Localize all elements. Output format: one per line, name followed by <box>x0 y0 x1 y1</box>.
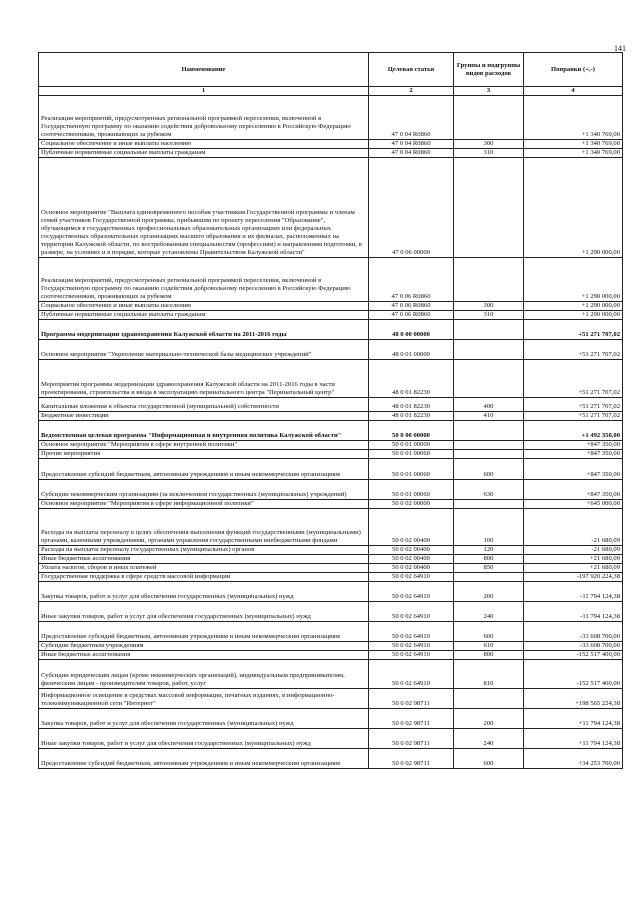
row-article: 47 0 04 R0860 <box>369 96 454 140</box>
row-group <box>454 689 524 709</box>
row-article: 50 0 00 00000 <box>369 421 454 441</box>
row-group: 310 <box>454 311 524 320</box>
row-name: Ведомственная целевая программа "Информационная и внутренняя политика Калужской области" <box>39 421 369 441</box>
row-name: Основное мероприятие "Мероприятия в сфере информационной политики" <box>39 500 369 509</box>
row-amount: +847 350,00 <box>524 480 623 500</box>
table-row <box>39 140 623 149</box>
table-row <box>39 622 623 642</box>
table-row <box>39 582 623 602</box>
header-group: Группы и подгруппы видов расходов <box>454 53 524 87</box>
row-group: 800 <box>454 555 524 564</box>
row-amount: +34 253 700,00 <box>524 749 623 769</box>
row-name: Уплата налогов, сборов и иных платежей <box>39 564 369 573</box>
row-article: 50 0 02 00000 <box>369 500 454 509</box>
table-row <box>39 500 623 509</box>
row-group <box>454 450 524 459</box>
row-name: Расходы на выплаты персоналу государственных (муниципальных) органов <box>39 546 369 555</box>
row-group <box>454 421 524 441</box>
row-name: Публичные нормативные социальные выплаты гражданам <box>39 149 369 158</box>
row-article: 50 0 02 64910 <box>369 573 454 582</box>
row-amount: +198 565 224,38 <box>524 689 623 709</box>
row-name: Предоставление субсидий бюджетным, автономным учреждениям и иным некоммерческим организациям <box>39 459 369 480</box>
column-number: 4 <box>524 87 623 96</box>
row-article: 50 0 02 64910 <box>369 622 454 642</box>
row-article: 50 0 02 00400 <box>369 509 454 546</box>
row-group <box>454 573 524 582</box>
page-number: 141 <box>614 44 626 53</box>
row-name: Иные закупки товаров, работ и услуг для обеспечения государственных (муниципальных) нужд <box>39 729 369 749</box>
table-row <box>39 421 623 441</box>
row-name: Мероприятия программы модернизации здравоохранения Калужской области на 2011-2016 годы в части проектирования, строительства и ввода в эксплуатацию перинатального центра "Перинатальный центр" <box>39 360 369 398</box>
row-group <box>454 360 524 398</box>
row-amount: +51 271 707,02 <box>524 320 623 340</box>
row-name: Иные бюджетные ассигнования <box>39 651 369 660</box>
table-row <box>39 651 623 660</box>
header-article: Целевая статья <box>369 53 454 87</box>
row-name: Программа модернизации здравоохранения Калужской области на 2011-2016 годы <box>39 320 369 340</box>
row-group <box>454 158 524 258</box>
row-article: 50 0 02 64910 <box>369 651 454 660</box>
row-group <box>454 441 524 450</box>
row-name: Социальное обеспечение и иные выплаты населению <box>39 302 369 311</box>
row-amount: +847 350,00 <box>524 441 623 450</box>
row-group: 630 <box>454 480 524 500</box>
table-row <box>39 555 623 564</box>
row-article: 50 0 02 98711 <box>369 749 454 769</box>
row-group: 100 <box>454 509 524 546</box>
row-article: 48 0 01 00000 <box>369 340 454 360</box>
row-article: 50 0 02 98711 <box>369 729 454 749</box>
row-amount: -33 608 700,00 <box>524 642 623 651</box>
table-row <box>39 480 623 500</box>
row-name: Закупка товаров, работ и услуг для обеспечения государственных (муниципальных) нужд <box>39 582 369 602</box>
row-article: 50 0 02 64910 <box>369 602 454 622</box>
table-row <box>39 258 623 302</box>
row-name: Иные бюджетные ассигнования <box>39 555 369 564</box>
row-amount: +1 290 000,00 <box>524 258 623 302</box>
row-amount: +1 290 000,00 <box>524 158 623 258</box>
column-number: 1 <box>39 87 369 96</box>
row-amount: +1 290 000,00 <box>524 302 623 311</box>
row-name: Предоставление субсидий бюджетным, автономным учреждениям и иным некоммерческим организациям <box>39 622 369 642</box>
row-group <box>454 340 524 360</box>
row-article: 50 0 01 00060 <box>369 459 454 480</box>
row-name: Капитальные вложения в объекты государственной (муниципальной) собственности <box>39 398 369 412</box>
row-name: Реализация мероприятий, предусмотренных региональной программой переселения, включенной в Государственную программу по оказанию содействия добровольному переселению в Российскую Федерацию соотечественников, проживающих за рубежом <box>39 258 369 302</box>
row-article: 48 0 01 82230 <box>369 398 454 412</box>
table-row <box>39 689 623 709</box>
row-group: 610 <box>454 642 524 651</box>
table-row <box>39 509 623 546</box>
row-amount: -152 517 400,00 <box>524 660 623 689</box>
row-name: Прочие мероприятия <box>39 450 369 459</box>
row-group <box>454 500 524 509</box>
table-row <box>39 749 623 769</box>
row-group: 310 <box>454 149 524 158</box>
table-row <box>39 398 623 412</box>
row-group: 240 <box>454 729 524 749</box>
row-amount: -11 794 124,38 <box>524 602 623 622</box>
budget-amendments-table <box>38 52 623 769</box>
row-article: 47 0 06 R0860 <box>369 311 454 320</box>
row-amount: +21 680,09 <box>524 555 623 564</box>
row-name: Основное мероприятие "Выплата единовременного пособия участникам Государственной программы и членам семей участников Государственной программы, прибывшим по проекту переселения "Образование", обучающимся в государственных профессиональных образовательных организациях или федеральных государственных образовательных организациях высшего образования и их филиалах, расположенных на территории Калужской области, по востребованным специальностям (профессиям) и направлениям подготовки, в размере, на условиях и в порядке, которые установлены Правительством Калужской области" <box>39 158 369 258</box>
row-article: 50 0 01 00060 <box>369 480 454 500</box>
table-row <box>39 158 623 258</box>
row-article: 50 0 02 98711 <box>369 689 454 709</box>
table-row <box>39 729 623 749</box>
table-row <box>39 450 623 459</box>
row-article: 47 0 06 00000 <box>369 158 454 258</box>
row-article: 48 0 01 82230 <box>369 412 454 421</box>
row-name: Закупка товаров, работ и услуг для обеспечения государственных (муниципальных) нужд <box>39 709 369 729</box>
row-name: Основное мероприятие "Мероприятия в сфере внутренней политики" <box>39 441 369 450</box>
row-group: 300 <box>454 302 524 311</box>
row-amount: +51 271 707,02 <box>524 340 623 360</box>
table-row <box>39 149 623 158</box>
row-article: 50 0 01 00000 <box>369 441 454 450</box>
row-name: Информационное освещение в средствах массовой информации, печатных изданиях, в информационно-телекоммуникационной сети "Интернет" <box>39 689 369 709</box>
row-article: 47 0 06 R0860 <box>369 302 454 311</box>
row-article: 47 0 04 R0860 <box>369 140 454 149</box>
row-group <box>454 320 524 340</box>
table-row <box>39 360 623 398</box>
row-name: Расходы на выплаты персоналу в целях обеспечения выполнения функций государственными (муниципальными) органами, казенными учреждениями, органами управления государственными внебюджетными фондами <box>39 509 369 546</box>
row-name: Реализация мероприятий, предусмотренных региональной программой переселения, включенной в Государственную программу по оказанию содействия добровольному переселению в Российскую Федерацию соотечественников, проживающих за рубежом <box>39 96 369 140</box>
table-row <box>39 320 623 340</box>
row-name: Социальное обеспечение и иные выплаты населению <box>39 140 369 149</box>
row-amount: -21 680,09 <box>524 509 623 546</box>
row-group: 810 <box>454 660 524 689</box>
row-name: Основное мероприятие "Укрепление материально-технической базы медицинских учреждений" <box>39 340 369 360</box>
row-amount: +847 350,00 <box>524 450 623 459</box>
row-group: 800 <box>454 651 524 660</box>
header-amount: Поправки (+,-) <box>524 53 623 87</box>
row-amount: +1 340 769,00 <box>524 96 623 140</box>
row-amount: -152 517 400,00 <box>524 651 623 660</box>
row-amount: +11 794 124,38 <box>524 729 623 749</box>
row-article: 50 0 02 64910 <box>369 660 454 689</box>
row-amount: -197 920 224,38 <box>524 573 623 582</box>
row-group: 600 <box>454 459 524 480</box>
row-group <box>454 258 524 302</box>
row-group: 200 <box>454 709 524 729</box>
row-group: 300 <box>454 140 524 149</box>
row-group: 410 <box>454 412 524 421</box>
row-article: 47 0 06 R0860 <box>369 258 454 302</box>
row-amount: +1 340 769,00 <box>524 140 623 149</box>
row-article: 47 0 04 R0860 <box>369 149 454 158</box>
row-group: 200 <box>454 582 524 602</box>
table-row <box>39 602 623 622</box>
row-name: Государственная поддержка в сфере средств массовой информации <box>39 573 369 582</box>
row-amount: +1 340 769,00 <box>524 149 623 158</box>
row-amount: +645 000,00 <box>524 500 623 509</box>
row-amount: -21 680,09 <box>524 546 623 555</box>
row-amount: +51 271 707,02 <box>524 398 623 412</box>
row-article: 50 0 02 00400 <box>369 564 454 573</box>
column-number: 3 <box>454 87 524 96</box>
table-row <box>39 564 623 573</box>
row-group: 600 <box>454 622 524 642</box>
table-row <box>39 459 623 480</box>
row-amount: +51 271 707,02 <box>524 360 623 398</box>
row-article: 50 0 02 98711 <box>369 709 454 729</box>
row-amount: +1 492 350,00 <box>524 421 623 441</box>
table-row <box>39 573 623 582</box>
row-group: 400 <box>454 398 524 412</box>
row-amount: +51 271 707,02 <box>524 412 623 421</box>
row-name: Субсидии бюджетным учреждениям <box>39 642 369 651</box>
row-group: 120 <box>454 546 524 555</box>
row-article: 50 0 01 00060 <box>369 450 454 459</box>
row-name: Публичные нормативные социальные выплаты гражданам <box>39 311 369 320</box>
row-amount: -33 608 700,00 <box>524 622 623 642</box>
row-article: 50 0 02 64910 <box>369 582 454 602</box>
table-row <box>39 340 623 360</box>
row-article: 48 0 00 00000 <box>369 320 454 340</box>
row-amount: +11 794 124,38 <box>524 709 623 729</box>
row-amount: -11 794 124,38 <box>524 582 623 602</box>
table-row <box>39 311 623 320</box>
row-name: Субсидии некоммерческим организациям (за исключением государственных (муниципальных) учреждений) <box>39 480 369 500</box>
column-number: 2 <box>369 87 454 96</box>
row-name: Субсидии юридическим лицам (кроме некоммерческих организаций), индивидуальным предпринимателям, физическим лицам - производителям товаров, работ, услуг <box>39 660 369 689</box>
row-name: Иные закупки товаров, работ и услуг для обеспечения государственных (муниципальных) нужд <box>39 602 369 622</box>
row-article: 48 0 01 82230 <box>369 360 454 398</box>
table-row <box>39 441 623 450</box>
header-name: Наименование <box>39 53 369 87</box>
table-row <box>39 709 623 729</box>
row-name: Предоставление субсидий бюджетным, автономным учреждениям и иным некоммерческим организациям <box>39 749 369 769</box>
row-article: 50 0 02 00400 <box>369 555 454 564</box>
row-group <box>454 96 524 140</box>
row-amount: +1 290 000,00 <box>524 311 623 320</box>
table-row <box>39 96 623 140</box>
table-row <box>39 546 623 555</box>
row-group: 850 <box>454 564 524 573</box>
row-group: 600 <box>454 749 524 769</box>
row-group: 240 <box>454 602 524 622</box>
table-row <box>39 302 623 311</box>
row-amount: +847 350,00 <box>524 459 623 480</box>
row-article: 50 0 02 64910 <box>369 642 454 651</box>
table-row <box>39 412 623 421</box>
row-name: Бюджетные инвестиции <box>39 412 369 421</box>
row-article: 50 0 02 00400 <box>369 546 454 555</box>
table-row <box>39 660 623 689</box>
table-row <box>39 642 623 651</box>
row-amount: +21 680,09 <box>524 564 623 573</box>
